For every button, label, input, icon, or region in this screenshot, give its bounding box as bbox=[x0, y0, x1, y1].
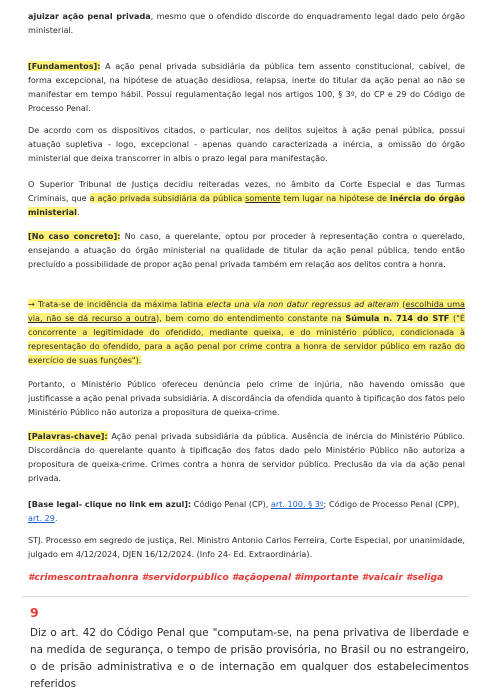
link-art-100[interactable]: art. 100, § 3º bbox=[270, 499, 324, 509]
text-span: , mesmo que o ofendido discorde do enquadramento legal dado pelo órgão ministerial. bbox=[28, 11, 465, 35]
bold-phrase: ajuizar ação penal privada bbox=[28, 11, 151, 21]
paragraph-maxima-latina bbox=[28, 297, 465, 367]
section-label-base-legal: [Base legal- clique no link em azul]: bbox=[28, 499, 192, 509]
section-label-fundamentos: [Fundamentos]: bbox=[28, 61, 101, 71]
paragraph-dispositivos: De acordo com os dispositivos citados, o particular, nos delitos sujeitos à ação penal pública, possui atuação supletiva - logo, excepcional - apenas quando caracterizada a inércia, a omissão do órgão ministerial que deixa transcorrer in albis o prazo legal para manifestação. bbox=[28, 125, 465, 163]
paragraph-portanto: Portanto, o Ministério Público ofereceu denúncia pelo crime de injúria, não havendo omissão que justificasse a ação penal privada subsidiária. A discordância da ofendida quanto à tipificação dos fatos pelo Ministério Público não autoriza a propositura de queixa-crime. bbox=[28, 379, 465, 417]
highlighted-text: → Trata-se de incidência da máxima latina bbox=[28, 299, 207, 309]
text-span: . bbox=[76, 207, 80, 217]
link-art-29[interactable]: art. 29 bbox=[28, 513, 55, 523]
highlighted-text: ), bem como do entendimento constante na bbox=[156, 313, 346, 323]
latin-phrase: electa una via non datur regressus ad alteram bbox=[206, 299, 400, 309]
underlined-text: escolhida uma via, não se dá recurso a outra bbox=[28, 299, 465, 323]
text-span: No caso, a querelante, optou por proceder à representação contra o querelado, ensejando a atuação do órgão ministerial na qualidade de titular da ação penal pública, tendo então precluído a possibilidade de propor ação penal privada também em relação aos delitos contra a honra. bbox=[28, 231, 465, 269]
text-span: A ação penal privada subsidiária da pública tem assento constitucional, cabível, de forma excepcional, na hipótese de atuação desidiosa, relapsa, inerte do titular da ação penal ao não se manifestar em tempo hábil. Possui regulamentação legal nos artigos 100, § 3º, do CP e 29 do Código de Processo Penal. bbox=[28, 61, 465, 113]
text-span: . bbox=[54, 513, 58, 523]
paragraph-caso-concreto bbox=[28, 229, 465, 271]
section-label-caso-concreto: [No caso concreto]: bbox=[28, 231, 121, 241]
highlighted-text: ("É concorrente a legitimidade do ofendido, mediante queixa, e do ministério público, condicionada à representação do ofendido, para a ação penal por crime contra a honra de servidor público em razão do exercício de suas funções"). bbox=[28, 313, 465, 365]
section-divider bbox=[22, 596, 469, 597]
paragraph-fundamentos bbox=[28, 59, 465, 115]
paragraph-intro bbox=[28, 9, 465, 37]
highlighted-text: a ação privada subsidiária da pública bbox=[89, 193, 246, 203]
highlighted-text: tem lugar na hipótese de bbox=[280, 193, 390, 203]
next-section-text: Diz o art. 42 do Código Penal que "computam-se, na pena privativa de liberdade e na medida de segurança, o tempo de prisão provisória, no Brasil ou no estrangeiro, o de prisão administrativa e o de internação em qualquer dos estabelecimentos referidos bbox=[30, 627, 469, 690]
hashtags: #crimescontraahonra #servidorpúblico #açãopenal #importante #vaicair #seliga bbox=[28, 572, 444, 583]
highlighted-text: ( bbox=[399, 299, 406, 309]
highlighted-bold-text: inércia do órgão ministerial bbox=[28, 193, 465, 217]
paragraph-citation: STJ. Processo em segredo de justiça, Rel. Ministro Antonio Carlos Ferreira, Corte Especial, por unanimidade, julgado em 4/12/2024, DJEN 16/12/2024. (Info 24- Ed. Extraordinária). bbox=[28, 535, 465, 559]
sumula-reference: Súmula n. 714 do STF bbox=[345, 313, 450, 323]
section-number: 9 bbox=[30, 605, 39, 620]
text-span: Ação penal privada subsidiária da pública. Ausência de inércia do Ministério Público. Discordância do querelante quanto à tipificação dos fatos dado pelo Ministério Público não autoriza a propositura de queixa-crime. Crimes contra a honra de servidor público. Preclusão da via da ação penal privada. bbox=[28, 431, 465, 483]
text-span: O Superior Tribunal de Justiça decidiu reiteradas vezes, no âmbito da Corte Especial e das Turmas Criminais, que bbox=[28, 179, 465, 203]
paragraph-stj bbox=[28, 177, 465, 219]
text-span: Código Penal (CP), bbox=[191, 499, 271, 509]
section-label-palavras-chave: [Palavras-chave]: bbox=[28, 431, 108, 441]
text-span: ; Código de Processo Penal (CPP), bbox=[323, 499, 460, 509]
underlined-text: somente bbox=[245, 193, 281, 203]
paragraph-base-legal bbox=[28, 497, 465, 525]
paragraph-palavras-chave bbox=[28, 429, 465, 485]
